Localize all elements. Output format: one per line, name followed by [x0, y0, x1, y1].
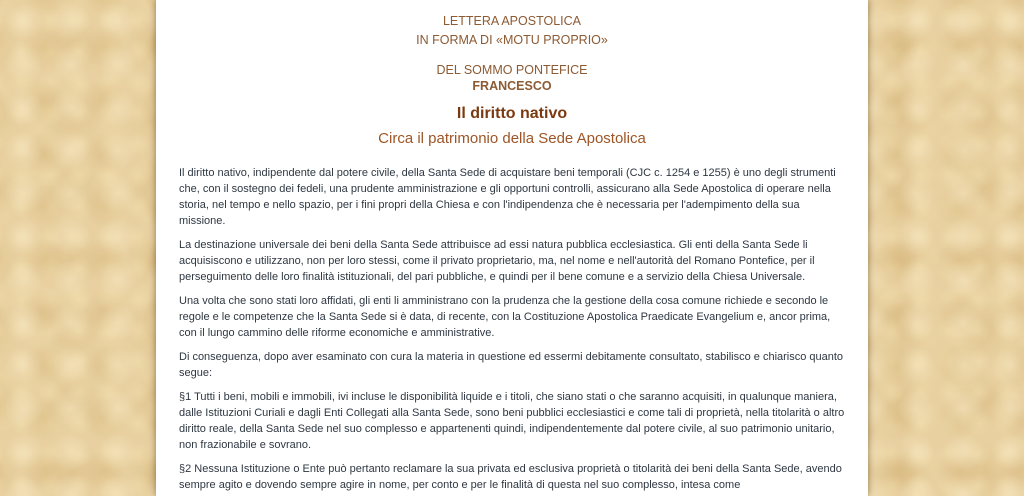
author-line: DEL SOMMO PONTEFICE	[436, 63, 588, 77]
document-title: Il diritto nativo	[456, 105, 568, 122]
document-author	[179, 62, 845, 94]
kicker-line-1: LETTERA APOSTOLICA	[442, 14, 581, 28]
document-subtitle: Circa il patrimonio della Sede Apostolica	[378, 130, 646, 147]
paragraph-1: Il diritto nativo, indipendente dal potere civile, della Santa Sede di acquistare beni temporali (CJC c. 1254 e 1255) è uno degli strumenti che, con il sostegno dei fedeli, una prudente amministrazione e gli opportuni controlli, assicurano alla Sede Apostolica di operare nella storia, nel tempo e nello spazio, per i fini propri della Chiesa e con l'indipendenza che è necessaria per l'adempimento della sua missione.	[179, 167, 836, 227]
paragraph-2: La destinazione universale dei beni della Santa Sede attribuisce ad essi natura pubblica ecclesiastica. Gli enti della Santa Sede li acquisiscono e utilizzano, non per loro stessi, come il privato proprietario, ma, nel nome e nell'autorità del Romano Pontefice, per il perseguimento delle loro finalità istituzionali, del pari pubbliche, e quindi per il bene comune e a servizio della Chiesa Universale.	[179, 239, 815, 283]
paragraph-5-section-1: §1 Tutti i beni, mobili e immobili, ivi incluse le disponibilità liquide e i titoli, che siano stati o che saranno acquisiti, in qualunque maniera, dalle Istituzioni Curiali e dagli Enti Collegati alla Santa Sede, sono beni pubblici ecclesiastici e come tali di proprietà, nella titolarità o altro diritto reale, della Santa Sede nel suo complesso e appartenenti quindi, indipendentemente dal potere civile, al suo patrimonio unitario, non frazionabile e sovrano.	[179, 391, 845, 451]
paragraph-6-section-2: §2 Nessuna Istituzione o Ente può pertanto reclamare la sua privata ed esclusiva proprietà o titolarità dei beni della Santa Sede, avendo sempre agito e dovendo sempre agire in nome, per conto e per le finalità di questa nel suo complesso, intesa come	[179, 463, 842, 491]
document-kicker	[179, 12, 845, 50]
document-page	[156, 0, 868, 496]
document-header	[179, 12, 845, 148]
document-body	[179, 165, 845, 493]
kicker-line-2: IN FORMA DI «MOTU PROPRIO»	[416, 33, 608, 47]
paragraph-4: Di conseguenza, dopo aver esaminato con cura la materia in questione ed essermi debitamente consultato, stabilisco e chiarisco quanto segue:	[179, 351, 844, 379]
pope-name: FRANCESCO	[472, 79, 552, 93]
paragraph-3: Una volta che sono stati loro affidati, gli enti li amministrano con la prudenza che la gestione della cosa comune richiede e secondo le regole e le competenze che la Santa Sede si è data, di recente, con la Costituzione Apostolica Praedicate Evangelium e, ancor prima, con il lungo cammino delle riforme economiche e amministrative.	[179, 295, 831, 339]
